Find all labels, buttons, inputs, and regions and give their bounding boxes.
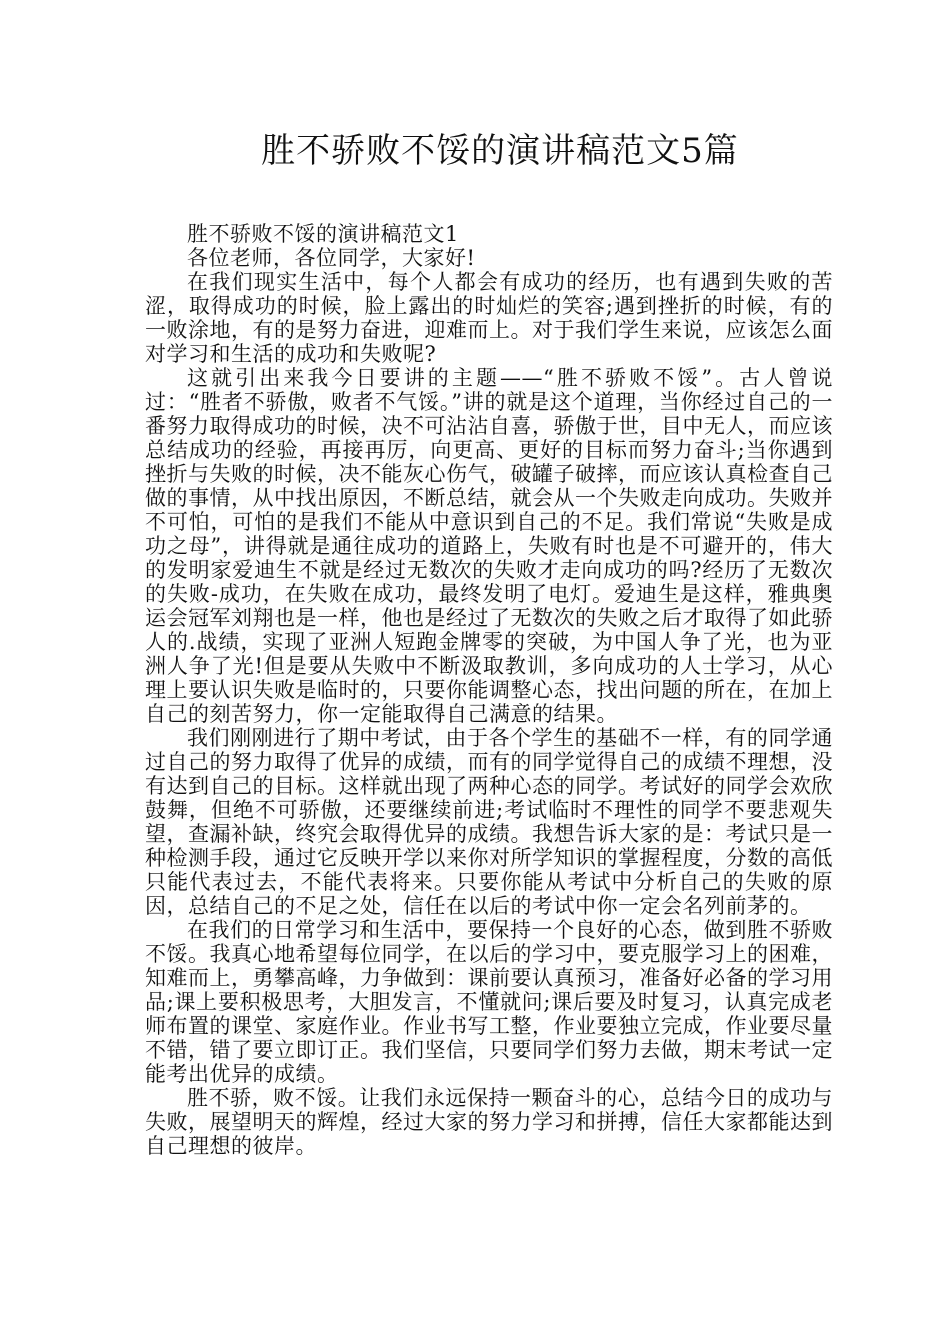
speech-body <box>145 270 833 1158</box>
document-title: 胜不骄败不馁的演讲稿范文5篇 <box>261 131 739 171</box>
paragraph: 我们刚刚进行了期中考试，由于各个学生的基础不一样，有的同学通过自己的努力取得了优异的成绩，而有的同学觉得自己的成绩不理想，没有达到自己的目标。这样就出现了两种心态的同学。考试好的同学会欢欣鼓舞，但绝不可骄傲，还要继续前进;考试临时不理性的同学不要悲观失望，查漏补缺，终究会取得优异的成绩。我想告诉大家的是：考试只是一种检测手段，通过它反映开学以来你对所学知识的掌握程度，分数的高低只能代表过去，不能代表将来。只要你能从考试中分析自己的失败的原因，总结自己的不足之处，信任在以后的考试中你一定会名列前茅的。 <box>145 726 833 918</box>
paragraph: 这就引出来我今日要讲的主题——“胜不骄败不馁”。古人曾说过：“胜者不骄傲，败者不气馁。”讲的就是这个道理，当你经过自己的一番努力取得成功的时候，决不可沾沾自喜，骄傲于世，目中无人，而应该总结成功的经验，再接再厉，向更高、更好的目标而努力奋斗;当你遇到挫折与失败的时候，决不能灰心伤气，破罐子破摔，而应该认真检查自己做的事情，从中找出原因，不断总结，就会从一个失败走向成功。失败并不可怕，可怕的是我们不能从中意识到自己的不足。我们常说“失败是成功之母”，讲得就是通往成功的道路上，失败有时也是不可避开的，伟大的发明家爱迪生不就是经过无数次的失败才走向成功的吗?经历了无数次的失败-成功，在失败在成功，最终发明了电灯。爱迪生是这样，雅典奥运会冠军刘翔也是一样，他也是经过了无数次的失败之后才取得了如此骄人的.战绩，实现了亚洲人短跑金牌零的突破，为中国人争了光，也为亚洲人争了光!但是要从失败中不断汲取教训，多向成功的人士学习，从心理上要认识失败是临时的，只要你能调整心态，找出问题的所在，在加上自己的刻苦努力，你一定能取得自己满意的结果。 <box>145 366 833 726</box>
document-page <box>145 124 833 1158</box>
paragraph: 在我们现实生活中，每个人都会有成功的经历，也有遇到失败的苦涩，取得成功的时候，脸上露出的时灿烂的笑容;遇到挫折的时候，有的一败涂地，有的是努力奋进，迎难而上。对于我们学生来说，应该怎么面对学习和生活的成功和失败呢? <box>145 270 833 366</box>
paragraph: 胜不骄，败不馁。让我们永远保持一颗奋斗的心，总结今日的成功与失败，展望明天的辉煌，经过大家的努力学习和拼搏，信任大家都能达到自己理想的彼岸。 <box>145 1086 833 1158</box>
paragraph: 在我们的日常学习和生活中，要保持一个良好的心态，做到胜不骄败不馁。我真心地希望每位同学，在以后的学习中，要克服学习上的困难，知难而上，勇攀高峰，力争做到：课前要认真预习，准备好必备的学习用品;课上要积极思考，大胆发言，不懂就问;课后要及时复习，认真完成老师布置的课堂、家庭作业。作业书写工整，作业要独立完成，作业要尽量不错，错了要立即订正。我们坚信，只要同学们努力去做，期末考试一定能考出优异的成绩。 <box>145 918 833 1086</box>
section-heading: 胜不骄败不馁的演讲稿范文1 <box>187 222 459 246</box>
greeting-line: 各位老师，各位同学，大家好! <box>187 246 476 270</box>
